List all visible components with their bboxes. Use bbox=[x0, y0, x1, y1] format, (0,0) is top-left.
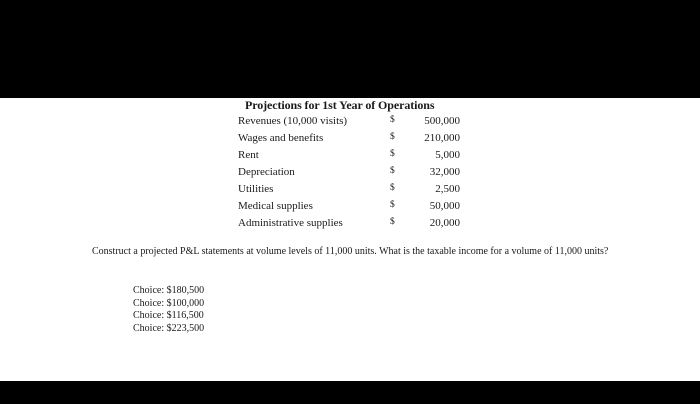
row-label: Wages and benefits bbox=[238, 132, 324, 144]
table-row bbox=[238, 132, 468, 149]
answer-choice[interactable]: Choice: $100,000 bbox=[133, 297, 205, 309]
table-row bbox=[238, 183, 468, 200]
row-amount: 50,000 bbox=[429, 200, 460, 212]
top-black-bar bbox=[0, 0, 700, 98]
row-amount: 210,000 bbox=[424, 132, 460, 144]
currency-symbol: $ bbox=[390, 115, 395, 125]
row-label: Medical supplies bbox=[238, 200, 313, 212]
row-label: Utilities bbox=[238, 183, 274, 195]
table-row bbox=[238, 166, 468, 183]
answer-choice[interactable]: Choice: $180,500 bbox=[133, 285, 205, 296]
table-title: Projections for 1st Year of Operations bbox=[245, 98, 435, 112]
currency-symbol: $ bbox=[390, 200, 395, 210]
row-label: Depreciation bbox=[238, 166, 295, 178]
row-amount: 20,000 bbox=[429, 217, 460, 229]
row-label: Rent bbox=[238, 149, 259, 161]
question-text: Construct a projected P&L statements at volume levels of 11,000 units. What is the taxable income for a volume of 11,000 units? bbox=[92, 246, 609, 257]
row-amount: 500,000 bbox=[424, 115, 460, 127]
row-amount: 2,500 bbox=[435, 183, 460, 195]
currency-symbol: $ bbox=[390, 166, 395, 176]
table-row bbox=[238, 115, 468, 132]
currency-symbol: $ bbox=[390, 183, 395, 193]
table-row bbox=[238, 217, 468, 234]
answer-choice[interactable]: Choice: $223,500 bbox=[133, 322, 205, 334]
document-page bbox=[0, 98, 700, 381]
currency-symbol: $ bbox=[390, 132, 395, 142]
currency-symbol: $ bbox=[390, 217, 395, 227]
row-amount: 5,000 bbox=[435, 149, 460, 161]
currency-symbol: $ bbox=[390, 149, 395, 159]
row-label: Revenues (10,000 visits) bbox=[238, 115, 348, 127]
choices-list bbox=[133, 285, 204, 335]
bottom-black-bar bbox=[0, 381, 700, 404]
answer-choice[interactable]: Choice: $116,500 bbox=[133, 310, 204, 321]
table-row bbox=[238, 200, 468, 217]
projections-table bbox=[238, 115, 468, 234]
table-row bbox=[238, 149, 468, 166]
row-amount: 32,000 bbox=[429, 166, 460, 178]
row-label: Administrative supplies bbox=[238, 217, 343, 229]
